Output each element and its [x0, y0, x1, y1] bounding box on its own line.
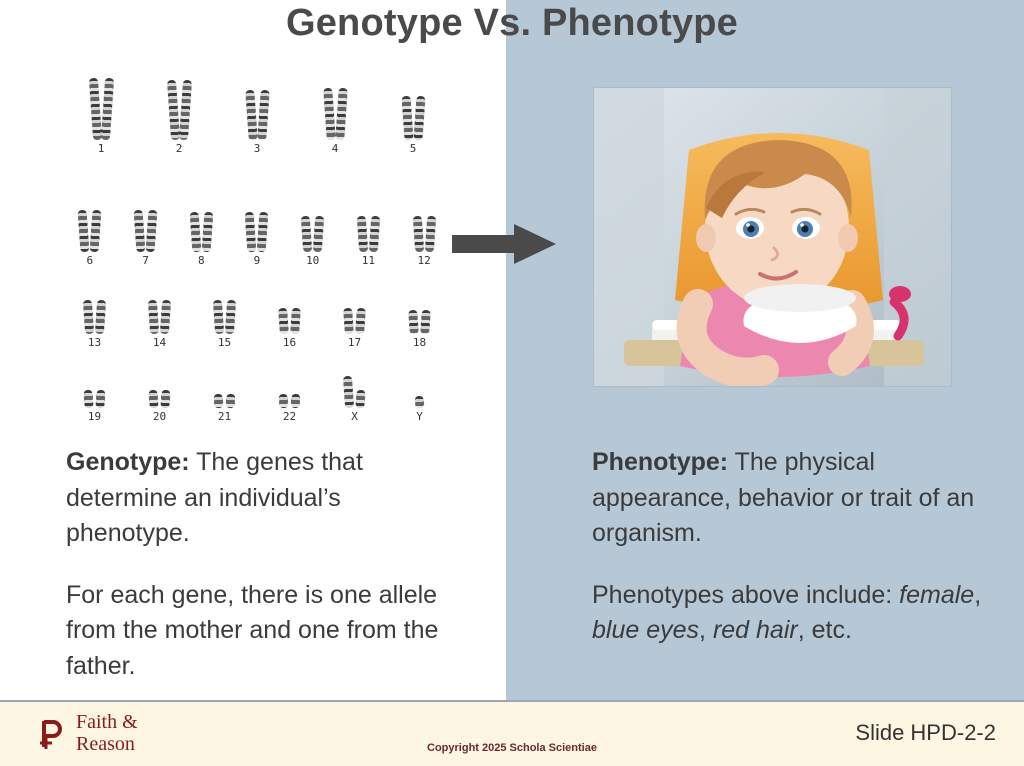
chromosome — [160, 300, 171, 335]
chromosome-pair-17 — [322, 272, 387, 349]
chromosome-pair-glyph — [62, 190, 118, 252]
chromosome-label: 17 — [347, 336, 362, 349]
chromosome — [257, 90, 269, 141]
chromosome — [313, 216, 324, 253]
chromosome — [401, 96, 413, 141]
examples-suffix: , etc. — [797, 616, 852, 644]
chromosome — [146, 210, 158, 253]
chromosome-pair-glyph — [396, 190, 452, 252]
chromosome-label: 8 — [197, 254, 205, 267]
chromosome-label: 13 — [87, 336, 102, 349]
chromosome-label: Y — [416, 410, 423, 423]
phenotype-examples-paragraph — [592, 578, 992, 649]
chromosome-label: 16 — [282, 336, 297, 349]
chromosome — [257, 212, 269, 253]
chromosome-pair-glyph — [257, 346, 322, 408]
baby-photo — [594, 88, 951, 386]
chromosome — [100, 78, 113, 140]
chromosome — [290, 308, 301, 335]
chromosome-pair-2 — [140, 78, 218, 155]
chromosome-label: 19 — [87, 410, 102, 423]
chromosome-pair-glyph — [192, 346, 257, 408]
brand-line-2: Reason — [76, 732, 135, 755]
chromosome-pair-glyph — [257, 272, 322, 334]
chromosome-label: 12 — [417, 254, 431, 267]
chromosome-label: 18 — [412, 336, 427, 349]
chromosome-pair-9 — [229, 190, 285, 267]
chromosome-label: 15 — [217, 336, 232, 349]
chromosome — [420, 310, 431, 335]
chromosome-pair-16 — [257, 272, 322, 349]
chromosome-label: 1 — [97, 142, 105, 155]
slide-footer — [0, 700, 1024, 766]
chromosome — [355, 308, 366, 335]
chromosome-pair-glyph — [218, 78, 296, 140]
chromosome-pair-glyph — [62, 78, 140, 140]
chromosome-pair-Y — [387, 346, 452, 423]
genotype-text-block — [66, 445, 466, 684]
chromosome-label: 9 — [253, 254, 261, 267]
chromosome-pair-4 — [296, 78, 374, 155]
chromosome — [369, 216, 380, 253]
chromosome — [189, 212, 201, 253]
chromosome-pair-11 — [341, 190, 397, 267]
chromosome — [88, 78, 101, 140]
chromosome — [148, 390, 158, 409]
chromosome — [160, 390, 170, 409]
chromosome-label: 7 — [142, 254, 149, 267]
chromosome-pair-glyph — [118, 190, 174, 252]
chromosome-label: 4 — [331, 142, 339, 155]
example-red-hair: red hair — [712, 616, 798, 644]
phenotype-text-block — [592, 445, 992, 649]
chromosome — [166, 80, 179, 140]
chromosome — [245, 212, 257, 253]
example-female: female — [899, 580, 975, 609]
chromosome — [357, 216, 368, 253]
chromosome-pair-glyph — [229, 190, 285, 252]
copyright-notice: Copyright 2025 Schola Scientiae — [427, 742, 597, 754]
chromosome — [343, 376, 354, 409]
chromosome — [408, 310, 419, 335]
chromosome — [226, 394, 236, 409]
chromosome-pair-14 — [127, 272, 192, 349]
chromosome-pair-19 — [62, 346, 127, 423]
chromosome — [214, 394, 224, 409]
chromosome — [95, 300, 106, 335]
chromosome — [355, 390, 365, 409]
chromosome — [225, 300, 236, 335]
chromosome-pair-glyph — [387, 272, 452, 334]
genotype-paragraph — [66, 445, 466, 552]
chromosome-label: 3 — [253, 142, 261, 155]
chromosome-pair-20 — [127, 346, 192, 423]
chromosome — [95, 390, 105, 409]
examples-sep-2: , — [699, 616, 713, 644]
chromosome-label: 11 — [361, 254, 376, 267]
chromosome — [134, 210, 146, 253]
example-blue-eyes: blue eyes — [592, 616, 700, 644]
chromosome — [278, 308, 289, 335]
chromosome-pair-glyph — [322, 346, 387, 408]
chromosome-pair-5 — [374, 78, 452, 155]
chromosome — [148, 300, 159, 335]
brand-line-1: Faith & — [76, 711, 138, 733]
chromosome-pair-10 — [285, 190, 341, 267]
chromosome-pair-glyph — [341, 190, 397, 252]
chromosome-label: 2 — [175, 142, 183, 155]
chromosome — [201, 212, 213, 253]
chromosome — [291, 394, 301, 409]
chromosome-pair-18 — [387, 272, 452, 349]
chromosome — [413, 96, 425, 141]
chromosome-pair-22 — [257, 346, 322, 423]
genotype-definition: The genes that determine an individual’s phenotype. — [66, 448, 363, 547]
chromosome — [301, 216, 312, 253]
genotype-term: Genotype: — [66, 448, 190, 476]
slide-identifier: Slide HPD-2-2 — [855, 720, 996, 745]
chromosome-label: 6 — [86, 254, 94, 267]
chromosome-pair-6 — [62, 190, 118, 267]
chromosome-pair-glyph — [374, 78, 452, 140]
chromosome-label: 14 — [152, 336, 167, 349]
chromosome-pair-13 — [62, 272, 127, 349]
page-title: Genotype Vs. Phenotype — [285, 2, 739, 44]
chromosome-pair-3 — [218, 78, 296, 155]
chromosome-pair-glyph — [127, 346, 192, 408]
chromosome-pair-12 — [396, 190, 452, 267]
chromosome — [245, 90, 257, 141]
chromosome — [78, 210, 90, 253]
chromosome-pair-8 — [173, 190, 229, 267]
chromosome — [178, 80, 191, 140]
examples-sep-1: , — [974, 580, 982, 609]
phenotype-definition: The physical appearance, behavior or trait of an organism. — [592, 448, 975, 547]
chromosome-pair-glyph — [387, 346, 452, 408]
chromosome-label: 5 — [409, 142, 417, 155]
chromosome-pair-glyph — [140, 78, 218, 140]
chromosome — [279, 394, 289, 409]
chromosome-label: X — [351, 410, 358, 423]
chromosome — [424, 216, 435, 253]
arrow-right-icon — [452, 222, 562, 266]
chromosome-pair-glyph — [296, 78, 374, 140]
chromosome-pair-glyph — [285, 190, 341, 252]
chromosome-pair-glyph — [192, 272, 257, 334]
chromosome-pair-21 — [192, 346, 257, 423]
phenotype-term: Phenotype: — [592, 448, 729, 476]
chromosome-label: 22 — [282, 410, 297, 423]
chromosome-pair-glyph — [62, 346, 127, 408]
chromosome-pair-glyph — [322, 272, 387, 334]
chromosome-pair-glyph — [62, 272, 127, 334]
chromosome — [90, 210, 102, 253]
chromosome-pair-1 — [62, 78, 140, 155]
chromosome-label: 20 — [152, 410, 167, 423]
chromosome — [83, 300, 94, 335]
chromosome — [213, 300, 224, 335]
karyotype-figure — [62, 78, 452, 423]
chromosome — [323, 88, 336, 141]
examples-prefix: Phenotypes above include: — [592, 580, 900, 609]
chromosome — [343, 308, 354, 335]
allele-paragraph: For each gene, there is one allele from the mother and one from the father. — [66, 580, 439, 680]
chromosome-pair-7 — [118, 190, 174, 267]
chromosome-pair-glyph — [127, 272, 192, 334]
chromosome — [83, 390, 93, 409]
chromosome-label: 21 — [217, 410, 232, 423]
chromosome-pair-X — [322, 346, 387, 423]
chromosome-pair-glyph — [173, 190, 229, 252]
chromosome — [412, 216, 423, 253]
chromosome-label: 10 — [306, 254, 320, 267]
chromosome — [335, 88, 348, 141]
chromosome-pair-15 — [192, 272, 257, 349]
phenotype-paragraph — [592, 445, 992, 552]
chromosome — [415, 396, 425, 409]
